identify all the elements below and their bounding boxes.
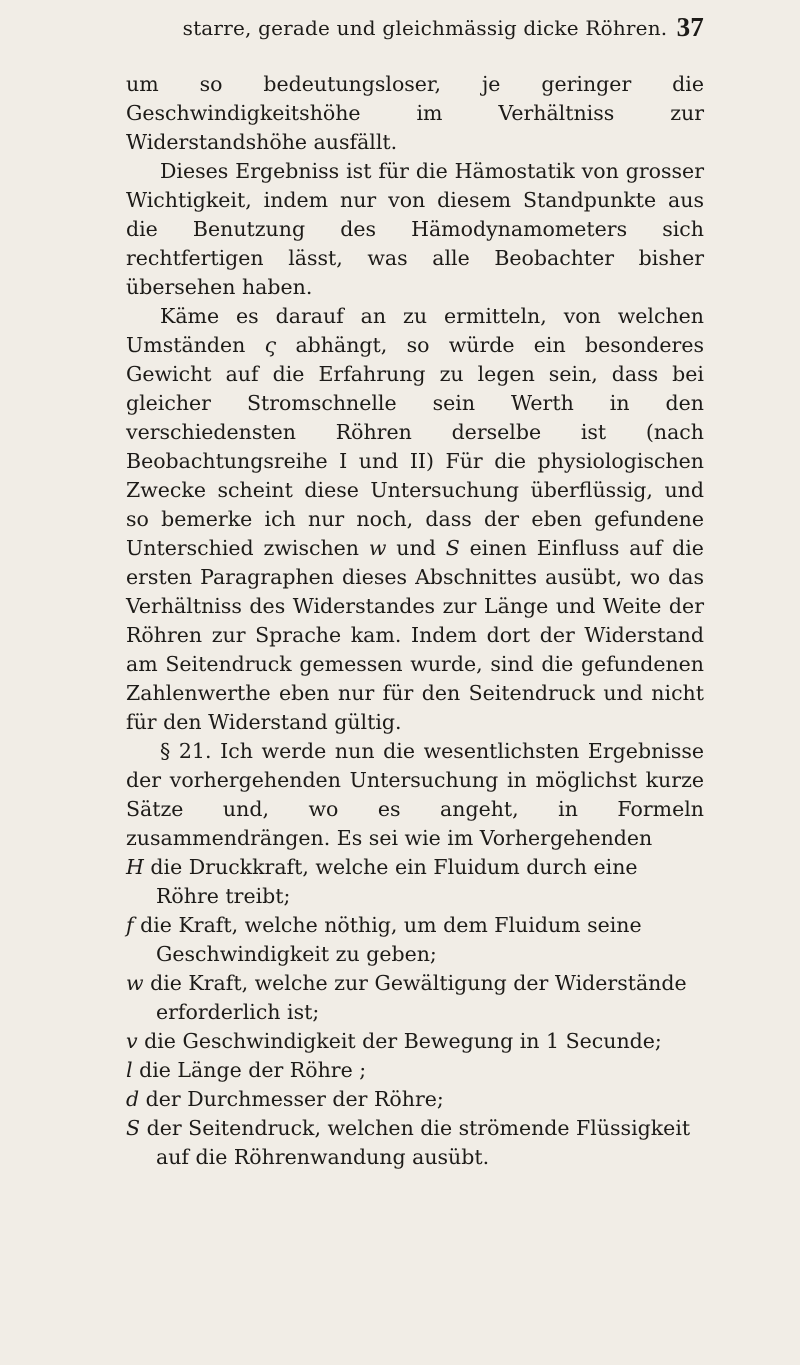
paragraph-text: einen Einfluss auf die ersten Paragraphen dieses Abschnittes ausübt, wo das Verhältniss des Widerstandes zur Länge und Weite der Röhren zur Sprache kam. Indem dort der Widerstand am Seitendruck gemessen wurde, sind die gefundenen Zahlenwerthe eben nur für den Seitendruck und nicht für den Widerstand gültig. <box>126 536 704 734</box>
body-text <box>126 70 704 1172</box>
definition-text: die Kraft, welche nöthig, um dem Fluidum seine Geschwindigkeit zu geben; <box>140 913 642 966</box>
definition-text: die Kraft, welche zur Gewältigung der Widerstände erforderlich ist; <box>150 971 687 1024</box>
definition-item <box>126 1027 704 1056</box>
definition-text: der Durchmesser der Röhre; <box>145 1087 444 1111</box>
symbol-varsigma: ς <box>264 333 277 357</box>
paragraph-section-21: § 21. Ich werde nun die wesentlichsten Ergebnisse der vorhergehenden Untersuchung in möglichst kurze Sätze und, wo es angeht, in Formeln zusammendrängen. Es sei wie im Vorhergehenden <box>126 739 704 850</box>
paragraph-text: abhängt, so würde ein besonderes Gewicht auf die Erfahrung zu legen sein, dass bei gleicher Stromschnelle sein Werth in den verschiedensten Röhren derselbe ist (nach Beobachtungsreihe I und II) Für die physiologischen Zwecke scheint diese Untersuchung überflüssig, und so bemerke ich nur noch, dass der eben gefundene Unterschied zwischen <box>126 333 704 560</box>
paragraph-haemostatik: Dieses Ergebniss ist für die Hämostatik von grosser Wichtigkeit, indem nur von diesem Standpunkte aus die Benutzung des Hämodynamometers sich rechtfertigen lässt, was alle Beobachter bisher übersehen haben. <box>126 159 704 299</box>
definition-item <box>126 1056 704 1085</box>
definition-symbol: d <box>126 1087 140 1111</box>
definition-item <box>126 1085 704 1114</box>
paragraph-text: und <box>396 536 436 560</box>
definition-symbol: v <box>126 1029 138 1053</box>
definition-item <box>126 1114 704 1172</box>
running-title: starre, gerade und gleichmässig dicke Röhren. <box>182 16 668 40</box>
definition-symbol: w <box>126 971 144 995</box>
definition-text: die Geschwindigkeit der Bewegung in 1 Secunde; <box>144 1029 662 1053</box>
definition-text: der Seitendruck, welchen die strömende Flüssigkeit auf die Röhrenwandung ausübt. <box>146 1116 691 1169</box>
definition-text: die Druckkraft, welche ein Fluidum durch eine Röhre treibt; <box>150 855 638 908</box>
paragraph-text: Käme es darauf an zu ermitteln, von welchen Umständen <box>126 304 704 357</box>
definition-item <box>126 969 704 1027</box>
definition-text: die Länge der Röhre ; <box>139 1058 367 1082</box>
symbol-s: S <box>445 536 460 560</box>
definition-symbol: S <box>126 1116 141 1140</box>
running-head <box>126 12 704 56</box>
symbol-w: w <box>368 536 387 560</box>
definition-symbol: H <box>126 855 144 879</box>
definition-item <box>126 911 704 969</box>
definition-item <box>126 853 704 911</box>
definition-symbol: l <box>126 1058 133 1082</box>
page-number: 37 <box>676 12 704 42</box>
definition-list <box>126 853 704 1172</box>
paragraph-continuation: um so bedeutungsloser, je geringer die Geschwindigkeitshöhe im Verhältniss zur Widerstandshöhe ausfällt. <box>126 72 704 154</box>
definition-symbol: f <box>126 913 134 937</box>
paragraph-umstaende <box>126 302 704 737</box>
